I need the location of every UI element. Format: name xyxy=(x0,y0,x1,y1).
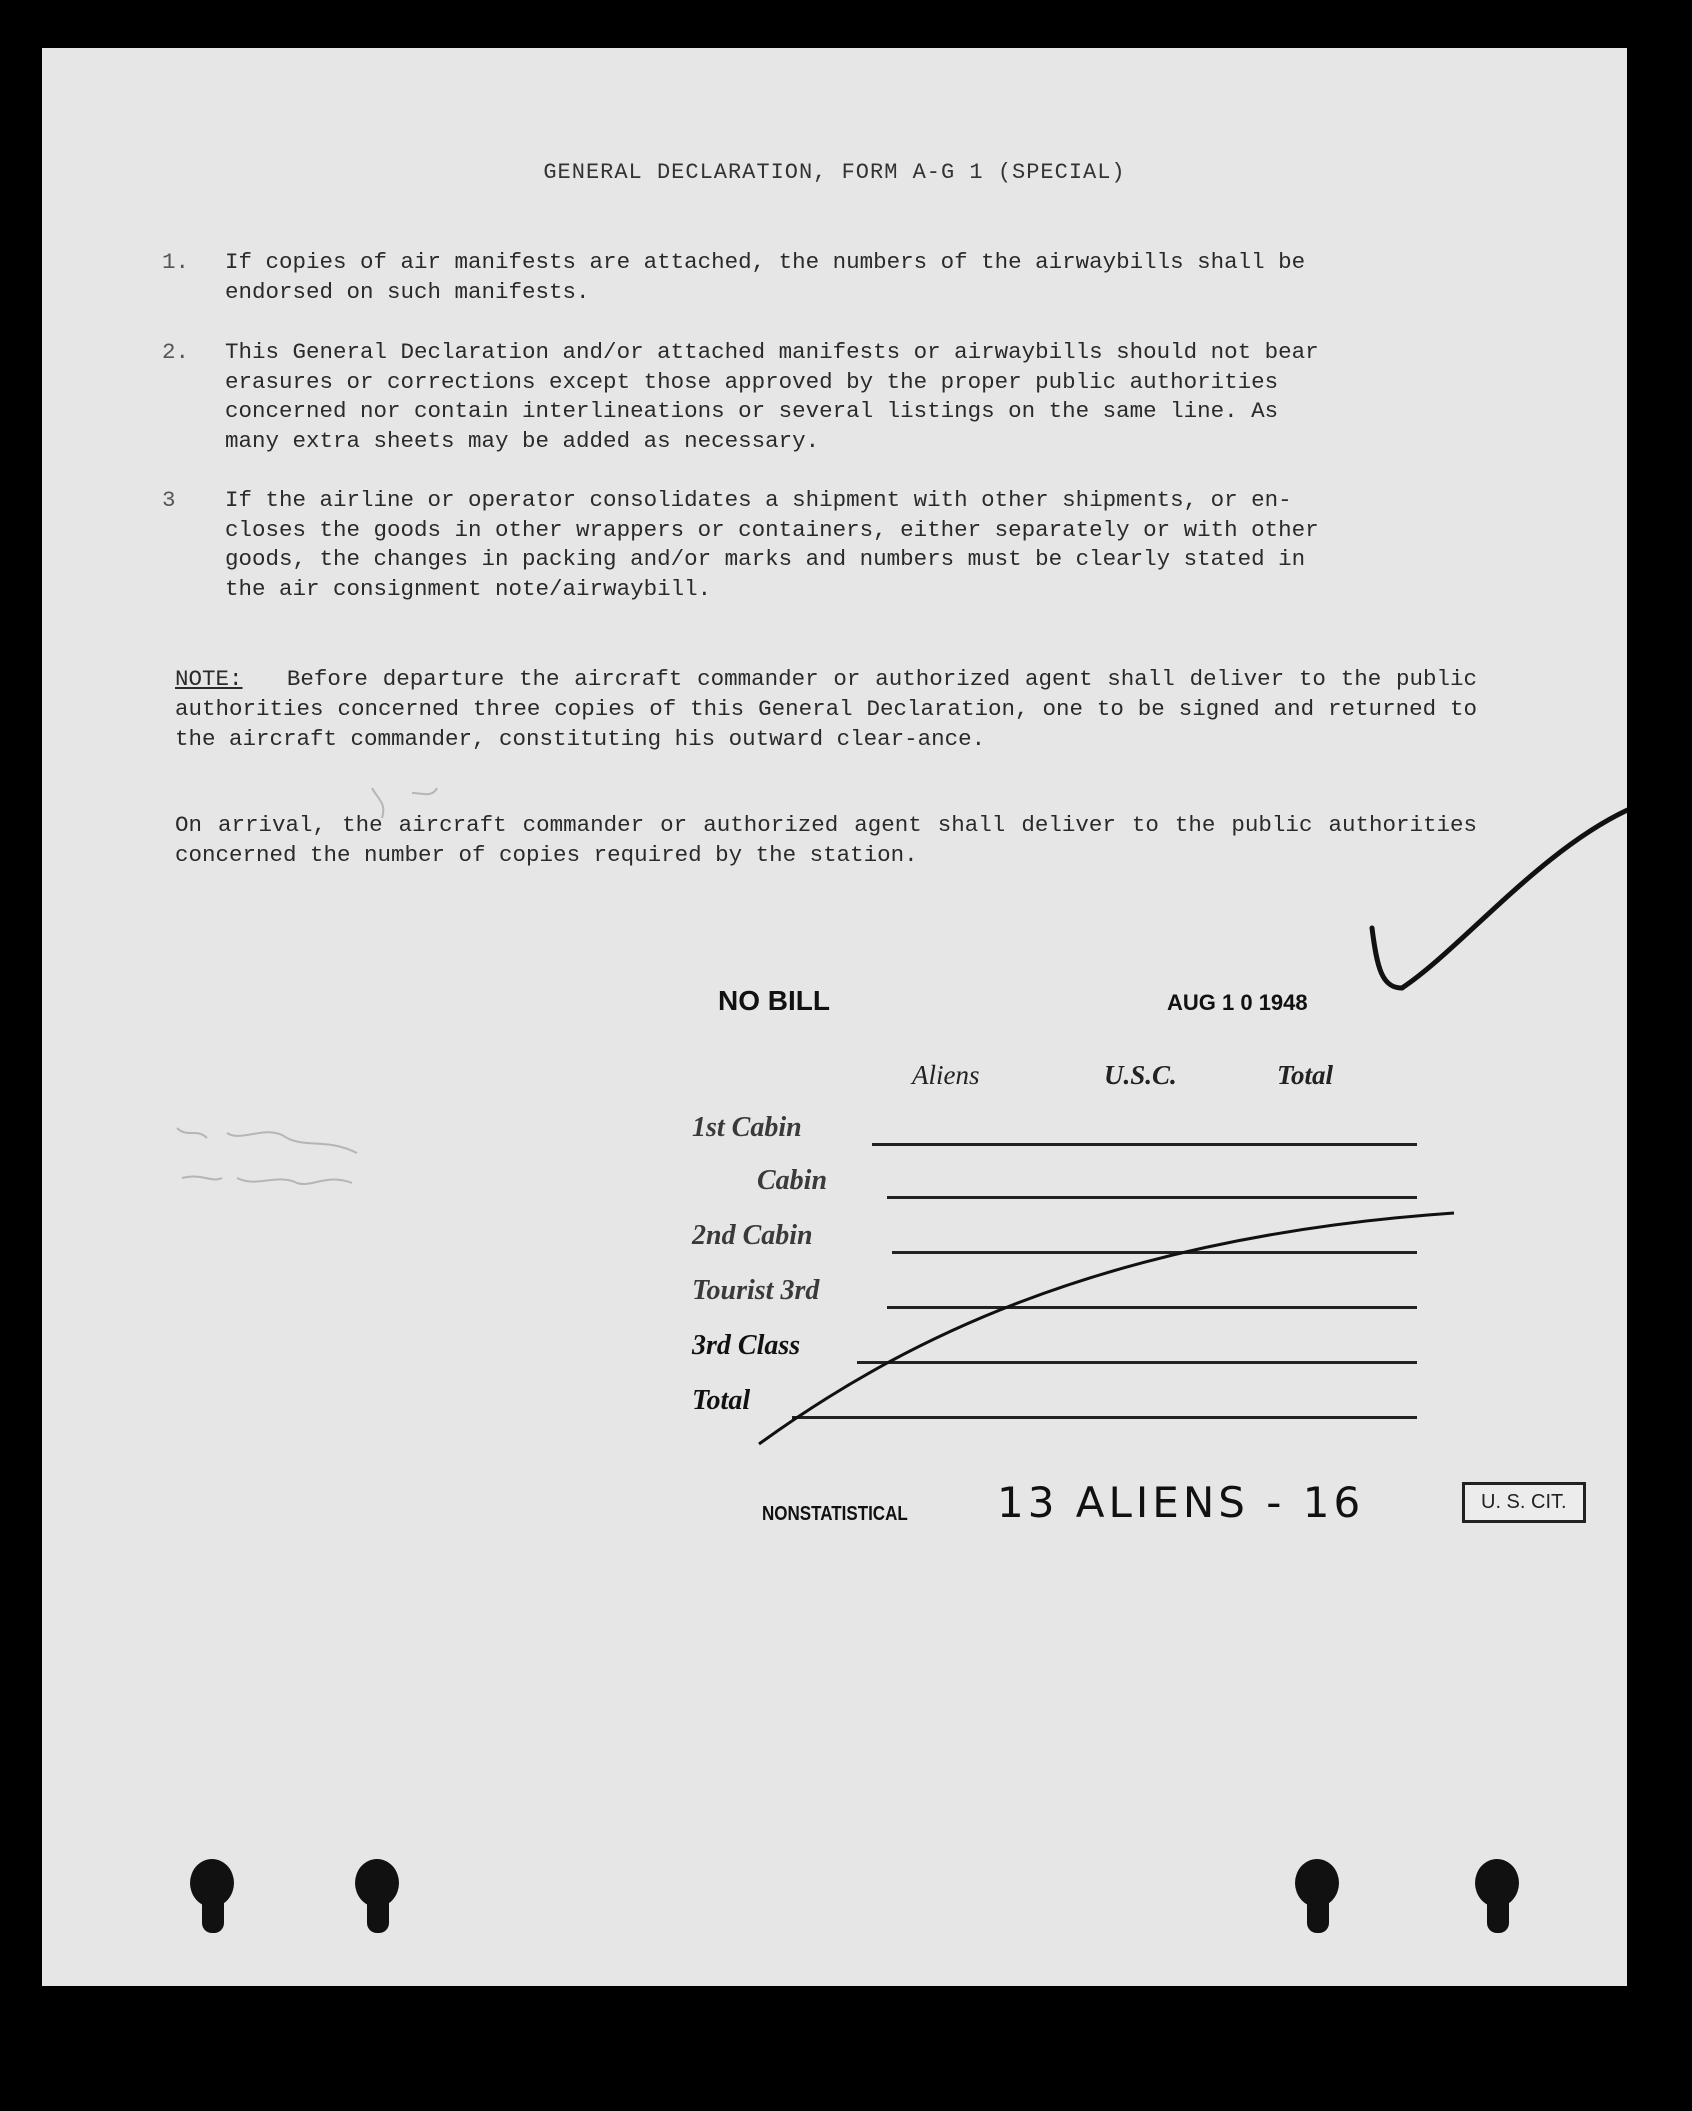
note-text: Before departure the aircraft commander or authorized agent shall deliver to the public authorities concerned three copies of this General Declaration, one to be signed and returned to the aircraft commander, constituting his outward clear-ance. xyxy=(175,666,1477,752)
form-title: GENERAL DECLARATION, FORM A-G 1 (SPECIAL) xyxy=(543,160,1126,185)
cross-out-stroke xyxy=(759,1213,1454,1444)
row-label: 2nd Cabin xyxy=(692,1220,813,1251)
row-label: Cabin xyxy=(757,1165,828,1196)
arrival-paragraph: On arrival, the aircraft commander or authorized agent shall deliver to the public authorities concerned the number of copies required by the station. xyxy=(175,812,1477,868)
handwritten-alien-count: 13 ALIENS - 16 xyxy=(997,1478,1365,1527)
binding-holes-icon xyxy=(190,1859,1519,1933)
instruction-text: If the airline or operator consolidates a shipment with other shipments, or en- closes the goods in other wrappers or containers, either separately or with other goods, the changes in packing and/or marks and numbers must be clearly stated in the air consignment note/airwaybill. xyxy=(225,487,1319,602)
document-page xyxy=(42,48,1627,1986)
instruction-text: This General Declaration and/or attached manifests or airwaybills should not bear erasures or corrections except those approved by the proper public authorities concerned nor contain interlineations or several listings on the same line. As many extra sheets may be added as necessary. xyxy=(225,339,1319,454)
check-mark-icon xyxy=(1372,808,1627,988)
instruction-number: 1. xyxy=(162,249,190,275)
document-marks xyxy=(42,48,1627,1986)
row-label: 1st Cabin xyxy=(692,1112,802,1143)
column-total: Total xyxy=(1277,1060,1334,1090)
note-label: NOTE: xyxy=(175,666,243,692)
no-bill-stamp: NO BILL xyxy=(718,985,830,1016)
column-usc: U.S.C. xyxy=(1104,1060,1177,1090)
row-label: Total xyxy=(692,1385,751,1416)
faint-scribble-icon xyxy=(177,788,437,1184)
column-aliens: Aliens xyxy=(912,1060,980,1090)
row-label: 3rd Class xyxy=(692,1330,801,1361)
instruction-number: 2. xyxy=(162,339,190,365)
date-stamp: AUG 1 0 1948 xyxy=(1167,990,1308,1015)
nonstatistical-stamp: NONSTATISTICAL xyxy=(762,1503,908,1525)
us-cit-stamp: U. S. CIT. xyxy=(1462,1482,1586,1523)
instruction-text: If copies of air manifests are attached, the numbers of the airwaybills shall be endorsed on such manifests. xyxy=(225,249,1306,305)
row-label: Tourist 3rd xyxy=(692,1275,820,1306)
instruction-number: 3 xyxy=(162,487,176,513)
